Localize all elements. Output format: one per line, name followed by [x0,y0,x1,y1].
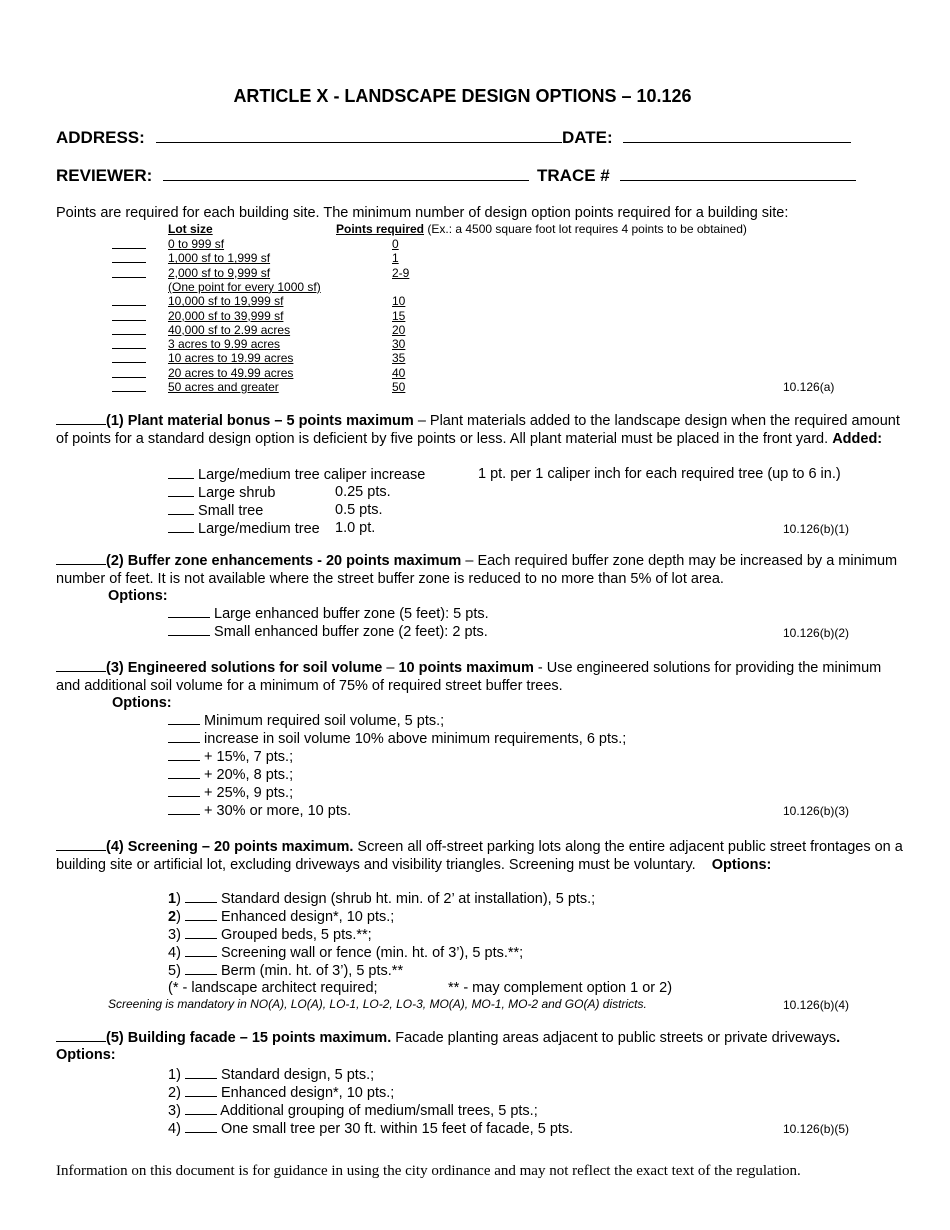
s4-option-number: 5 [168,963,177,979]
reviewer-label: REVIEWER: [56,166,153,185]
s5-option-number: 1 [168,1067,177,1083]
section-5-heading: (5) Building facade – 15 points maximum. [106,1030,392,1046]
section-3-points-field[interactable] [56,659,106,672]
s2-item-1-label: Large enhanced buffer zone (5 feet): 5 pts. [214,606,489,622]
s4-option-label: Berm (min. ht. of 3’), 5 pts.** [220,963,404,979]
s4-option-field[interactable] [185,926,217,939]
lot-row-check-field[interactable] [112,309,146,321]
section-1-text [56,412,906,448]
s3-option-item [168,712,444,729]
s4-option-item [168,908,394,925]
s4-option-paren: ) [176,909,185,925]
s4-option-paren: ) [176,945,185,961]
lot-size-value: 0 to 999 sf [168,237,225,251]
s5-option-label: Standard design, 5 pts.; [220,1067,375,1083]
section-4-note-2: ** - may complement option 1 or 2) [448,980,673,996]
s1-item-4-field[interactable] [168,520,194,533]
s1-item-4 [168,520,320,537]
address-label: ADDRESS: [56,128,145,147]
lot-points-value: 40 [392,365,406,380]
lot-points-value: 35 [392,351,406,366]
lot-size-value: 2,000 sf to 9,999 sf [168,265,271,280]
date-row [562,128,851,148]
section-1-points-field[interactable] [56,412,106,425]
s2-item-2 [168,623,488,640]
section-4-text [56,838,906,874]
s3-option-label: + 25%, 9 pts.; [204,785,294,801]
date-field[interactable] [623,130,851,143]
section-2-body: – Each required buffer zone depth may be increased by a minimum number of feet. It is not available where the street buffer zone is reduced to no more than 5% of lot area. [56,553,898,587]
s4-option-field[interactable] [185,908,217,921]
s5-option-number: 4 [168,1121,177,1137]
s1-item-3-label: Small tree [198,503,264,519]
s1-item-4-label: Large/medium tree [198,521,320,537]
s3-option-field[interactable] [168,748,200,761]
trace-field[interactable] [620,168,856,181]
s5-option-label: Additional grouping of medium/small trees, 5 pts.; [220,1103,538,1119]
points-col-label: Points required [336,222,425,236]
intro-text: Points are required for each building site. The minimum number of design option points required for a building site: [56,205,789,221]
s4-option-number: 3 [168,927,177,943]
section-5-options-label: Options: [56,1047,116,1063]
s2-item-1 [168,605,489,622]
s1-item-2-label: Large shrub [198,485,276,501]
section-1-ref: 10.126(b)(1) [783,522,850,536]
s1-item-3-value: 0.5 pts. [335,502,383,518]
s1-item-3-field[interactable] [168,502,194,515]
section-1-body: – Plant materials added to the landscape design when the required amount of points for a standard design option is deficient by five points or less. All plant material must be placed in the front yard. [56,413,900,447]
s3-option-item [168,766,293,783]
section-3-text [56,659,906,695]
s4-option-field[interactable] [185,962,217,975]
s4-option-label: Standard design (shrub ht. min. of 2’ at installation), 5 pts.; [220,891,596,907]
section-2-ref: 10.126(b)(2) [783,626,850,640]
s4-option-item [168,962,403,979]
s1-item-2-value: 0.25 pts. [335,484,391,500]
section-3-ref: 10.126(b)(3) [783,804,850,818]
section-5-body: Facade planting areas adjacent to public streets or private driveways [391,1030,837,1046]
section-4-heading: (4) Screening – 20 points maximum. [106,839,354,855]
s3-option-label: + 15%, 7 pts.; [204,749,294,765]
date-label: DATE: [562,128,613,147]
s3-option-label: + 20%, 8 pts.; [204,767,294,783]
s4-option-number: 4 [168,945,177,961]
section-2-heading: (2) Buffer zone enhancements - 20 points maximum [106,553,462,569]
s5-option-number: 2 [168,1085,177,1101]
page-title: ARTICLE X - LANDSCAPE DESIGN OPTIONS – 10.126 [233,86,692,106]
lot-size-value: 1,000 sf to 1,999 sf [168,251,271,266]
section-4-options-label: Options: [711,857,772,873]
reviewer-field[interactable] [163,168,529,181]
address-row [56,128,562,148]
lot-points-value: 1 [392,251,399,266]
section-4-note-1: (* - landscape architect required; [168,980,378,996]
s1-item-1 [168,466,425,483]
s3-option-label: Minimum required soil volume, 5 pts.; [204,713,445,729]
lot-row-check-field[interactable] [112,251,146,263]
lot-row-check-field[interactable] [112,237,146,249]
s1-item-1-value: 1 pt. per 1 caliper inch for each required tree (up to 6 in.) [478,466,841,482]
lot-points-value: 30 [392,337,406,352]
section-a-ref: 10.126(a) [783,380,835,394]
section-3-heading: (3) Engineered solutions for soil volume [106,660,383,676]
lot-size-col-label: Lot size [168,222,213,236]
s3-option-label: + 30% or more, 10 pts. [204,803,352,819]
s3-option-item [168,730,626,747]
lot-row-check-field[interactable] [112,266,146,278]
section-1-added-label: Added: [832,431,883,447]
s5-option-paren: ) [176,1103,185,1119]
lot-points-value: 2-9 [392,265,410,280]
lot-size-value: (One point for every 1000 sf) [168,279,321,294]
section-5-ref: 10.126(b)(5) [783,1122,850,1136]
lot-row-check-field[interactable] [112,380,146,392]
section-3-body: - Use engineered solutions for providing the minimum and additional soil volume for a minimum of 75% of required street buffer trees. [56,660,882,694]
s4-option-number: 2 [168,909,177,925]
lot-size-value: 20,000 sf to 39,999 sf [168,308,284,323]
s4-option-item [168,890,595,907]
s2-item-2-label: Small enhanced buffer zone (2 feet): 2 pts. [214,624,488,640]
section-5-period: . [836,1030,841,1046]
footer-disclaimer: Information on this document is for guidance in using the city ordinance and may not reflect the exact text of the regulation. [56,1163,801,1179]
s5-option-field[interactable] [185,1102,217,1115]
s1-item-1-field[interactable] [168,466,194,479]
section-2-options-label: Options: [108,588,168,604]
s4-option-paren: ) [176,927,185,943]
lot-size-value: 10,000 sf to 19,999 sf [168,294,284,309]
s4-option-field[interactable] [185,944,217,957]
s4-option-item [168,944,523,961]
lot-row-check-field[interactable] [112,351,146,363]
section-4-body: Screen all off-street parking lots along the entire adjacent public street frontages on a building site or artificial lot, excluding driveways and visibility triangles. Screening must be voluntary. [56,839,903,873]
section-3-options-label: Options: [112,695,172,711]
s3-option-item [168,748,293,765]
s3-option-field[interactable] [168,712,200,725]
s4-option-paren: ) [176,891,185,907]
s4-option-number: 1 [168,891,177,907]
s4-option-label: Grouped beds, 5 pts.**; [220,927,372,943]
address-field[interactable] [156,130,562,143]
lot-row-check-field[interactable] [112,366,146,378]
s1-item-2-field[interactable] [168,484,194,497]
section-5-text [56,1029,840,1046]
s5-option-label: Enhanced design*, 10 pts.; [220,1085,395,1101]
s5-option-paren: ) [176,1085,185,1101]
lot-size-value: 10 acres to 19.99 acres [168,351,294,366]
s4-option-label: Screening wall or fence (min. ht. of 3’), 5 pts.**; [220,945,524,961]
trace-label: TRACE # [537,166,610,185]
points-header [336,222,747,236]
section-2-text [56,552,906,588]
s4-option-item [168,926,372,943]
s5-option-item [168,1102,538,1119]
lot-size-value: 20 acres to 49.99 acres [168,365,294,380]
s2-item-1-field[interactable] [168,605,210,618]
s2-item-2-field[interactable] [168,623,210,636]
section-1-heading: (1) Plant material bonus – 5 points maximum [106,413,414,429]
lot-size-header [168,222,213,236]
s1-item-1-label: Large/medium tree caliper increase [198,467,426,483]
s1-item-3 [168,502,263,519]
section-2-points-field[interactable] [56,552,106,565]
s1-item-2 [168,484,275,501]
lot-size-value: 3 acres to 9.99 acres [168,337,281,352]
s3-option-field[interactable] [168,784,200,797]
lot-size-value: 40,000 sf to 2.99 acres [168,322,291,337]
s5-option-item [168,1120,573,1137]
section-3-dash: – [382,660,399,676]
section-4-ref: 10.126(b)(4) [783,998,850,1012]
s5-option-label: One small tree per 30 ft. within 15 feet of facade, 5 pts. [220,1121,574,1137]
s5-option-item [168,1084,394,1101]
s3-option-field[interactable] [168,802,200,815]
s5-option-item [168,1066,374,1083]
lot-points-value: 20 [392,322,406,337]
s4-option-label: Enhanced design*, 10 pts.; [220,909,395,925]
s5-option-number: 3 [168,1103,177,1119]
section-4-points-field[interactable] [56,838,106,851]
lot-row-check-field[interactable] [112,337,146,349]
s3-option-label: increase in soil volume 10% above minimum requirements, 6 pts.; [204,731,627,747]
s3-option-field[interactable] [168,730,200,743]
s5-option-paren: ) [176,1067,185,1083]
lot-points-value: 50 [392,380,406,394]
s5-option-field[interactable] [185,1084,217,1097]
section-5-points-field[interactable] [56,1029,106,1042]
lot-points-value: 10 [392,294,406,309]
section-3-heading-max: 10 points maximum [398,660,534,676]
s4-option-paren: ) [176,963,185,979]
points-example: (Ex.: a 4500 square foot lot requires 4 points to be obtained) [427,222,747,236]
s5-option-field[interactable] [185,1066,217,1079]
s3-option-item [168,802,351,819]
lot-row-check-field[interactable] [112,294,146,306]
reviewer-row [56,166,529,186]
lot-points-value: 15 [392,308,406,323]
lot-points-value: 0 [392,237,399,251]
s3-option-item [168,784,293,801]
trace-row [537,166,856,186]
lot-size-value: 50 acres and greater [168,380,279,394]
s5-option-paren: ) [176,1121,185,1137]
lot-row-check-field[interactable] [112,323,146,335]
s4-option-field[interactable] [185,890,217,903]
s3-option-field[interactable] [168,766,200,779]
section-4-mandatory-note: Screening is mandatory in NO(A), LO(A), LO-1, LO-2, LO-3, MO(A), MO-1, MO-2 and GO(A) districts. [108,997,647,1011]
s1-item-4-value: 1.0 pt. [335,520,376,536]
s5-option-field[interactable] [185,1120,217,1133]
